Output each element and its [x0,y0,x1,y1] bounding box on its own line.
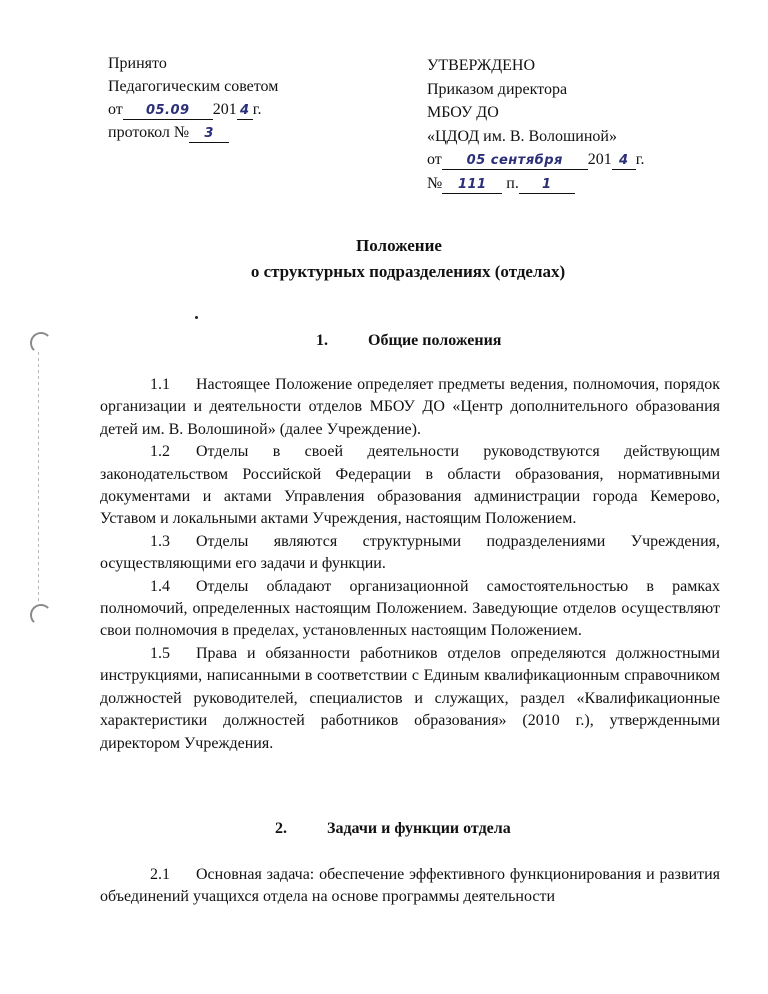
year-prefix: 201 [212,101,237,118]
document-title [0,233,768,285]
date-prefix: от [108,101,123,118]
handwritten-protocol-number: 3 [189,126,229,143]
accepted-block [108,52,278,144]
year-suffix: г. [252,101,262,118]
paragraph-text: Отделы обладают организационной самостоятельностью в рамках полномочий, определенных настоящим Положением. Заведующие отделов осуществляют свои полномочия в пределах, установленных настоящим Положением. [100,577,720,640]
section-body-tasks [100,864,720,909]
binder-hole-mark [30,332,52,354]
order-number-line [427,172,645,196]
binder-hole-mark [30,604,52,626]
order-date-line [427,148,645,172]
paragraph-number: 1.5 [150,644,170,662]
handwritten-year-digit: 4 [612,153,636,170]
date-prefix: от [427,151,442,168]
paragraph [100,531,720,576]
accepted-label: Принято [108,55,167,72]
paragraph [100,441,720,531]
section-heading-general [316,332,501,350]
protocol-label: протокол № [108,124,190,141]
paragraph-text: Права и обязанности работников отделов определяются должностными инструкциями, написанными в соответствии с Единым квалификационным справочником должностей руководителей, специалистов и служащих, раздел «Квалификационные характеристики должностей работников образования» (2010 г.), утвержденными директором Учреждения. [100,644,720,752]
council-label: Педагогическим советом [108,78,279,95]
institution-type: МБОУ ДО [427,104,499,121]
paragraph-number: 1.3 [150,532,170,550]
institution-name: «ЦДОД им. В. Волошиной» [427,127,617,145]
protocol-line [108,121,278,144]
title-line-2: о структурных подразделениях (отделах) [250,262,566,281]
paragraph-text: Основная задача: обеспечение эффективного функционирования и развития объединений учащихся отдела на основе программы деятельности [100,866,720,906]
paragraph-text: Отделы являются структурными подразделениями Учреждения, осуществляющими его задачи и функции. [100,532,720,573]
order-label: Приказом директора [427,80,568,98]
paragraph-number: 1.2 [150,443,170,461]
handwritten-year-digit: 4 [237,103,253,120]
paragraph-text: Отделы в своей деятельности руководствуются действующим законодательством Российской Федерации в области образования, нормативными документами и актами Управления образования администрации города Кемерово, Уставом и локальными актами Учреждения, настоящим Положением. [100,443,720,528]
section-heading-tasks [275,820,511,838]
handwritten-date: 05.09 [123,103,213,120]
handwritten-order-number: 111 [442,177,502,194]
paragraph [100,643,720,755]
binder-edge-line [38,352,39,602]
paragraph-number: 2.1 [150,866,170,883]
section-title: Задачи и функции отдела [327,820,511,837]
item-label: п. [506,174,519,192]
scan-speck [195,316,198,319]
year-prefix: 201 [587,151,612,168]
paragraph [100,374,720,441]
paragraph [100,864,720,909]
paragraph-number: 1.4 [150,577,170,595]
section-body-general [100,374,720,755]
council-date-line [108,98,278,121]
handwritten-item-number: 1 [519,177,575,194]
order-number-label: № [427,174,443,192]
section-title: Общие положения [368,332,502,349]
approved-block [427,54,645,195]
title-line-1: Положение [356,236,442,255]
year-suffix: г. [635,151,645,168]
handwritten-date: 05 сентября [442,153,588,170]
paragraph [100,576,720,643]
approved-label: УТВЕРЖДЕНО [427,57,536,74]
section-number: 2. [275,820,287,837]
paragraph-number: 1.1 [150,376,170,393]
paragraph-text: Настоящее Положение определяет предметы ведения, полномочия, порядок организации и деятельности отделов МБОУ ДО «Центр дополнительного образования детей им. В. Волошиной» (далее Учреждение). [100,376,720,438]
section-number: 1. [316,332,328,349]
